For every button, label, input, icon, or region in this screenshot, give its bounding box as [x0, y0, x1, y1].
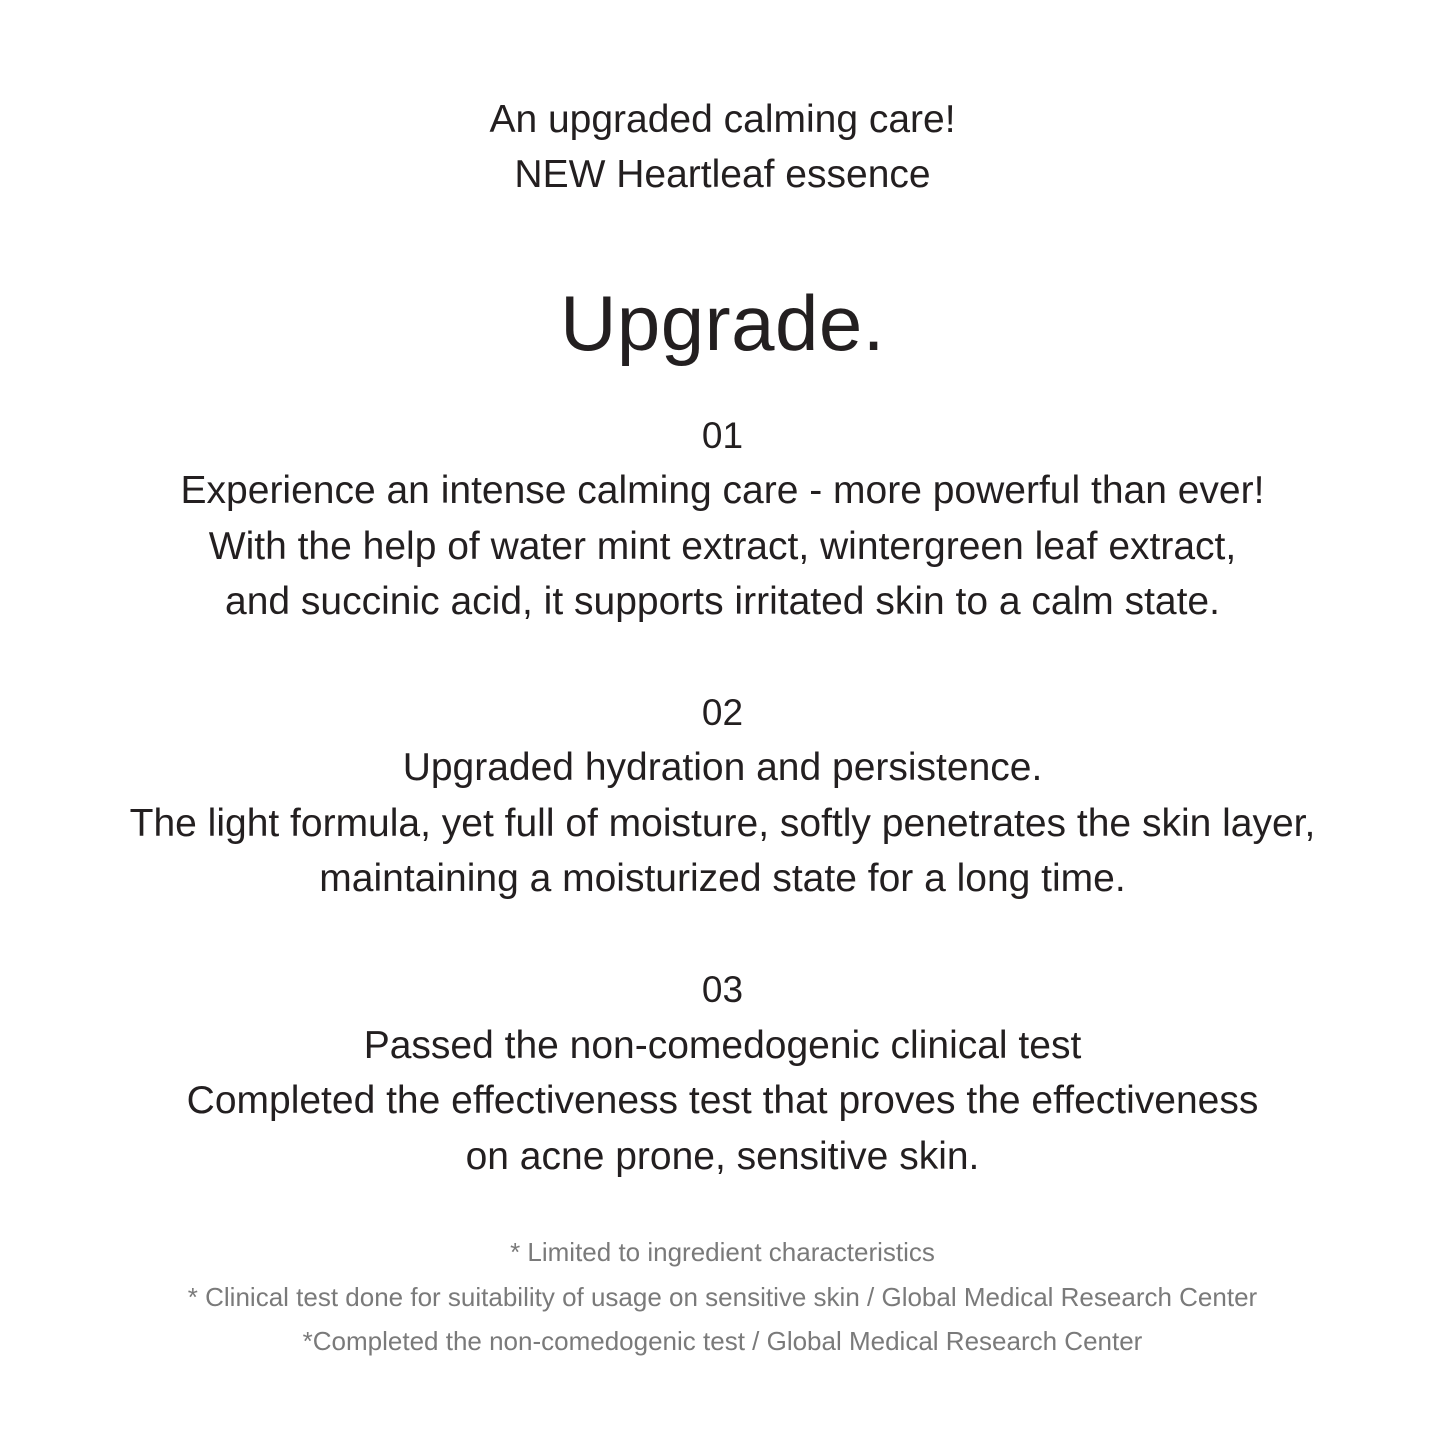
page-headline: Upgrade.: [560, 279, 885, 367]
point-1-line-3: and succinic acid, it supports irritated skin to a calm state.: [225, 580, 1220, 623]
point-3-line-3: on acne prone, sensitive skin.: [465, 1135, 980, 1178]
point-2-line-1: Upgraded hydration and persistence.: [402, 746, 1043, 789]
point-1-line-2: With the help of water mint extract, wintergreen leaf extract,: [208, 525, 1237, 568]
point-1-line-1: Experience an intense calming care - more powerful than ever!: [180, 469, 1265, 512]
footnote-1: * Limited to ingredient characteristics: [510, 1237, 935, 1267]
point-2-line-2: The light formula, yet full of moisture, softly penetrates the skin layer,: [129, 802, 1316, 845]
point-3-line-1: Passed the non-comedogenic clinical test: [363, 1024, 1082, 1067]
footnote-3: *Completed the non-comedogenic test / Global Medical Research Center: [302, 1326, 1143, 1356]
point-2-line-3: maintaining a moisturized state for a long time.: [319, 857, 1126, 900]
point-1-number: 01: [701, 415, 744, 456]
point-3-line-2: Completed the effectiveness test that proves the effectiveness: [186, 1079, 1259, 1122]
intro-line-1: An upgraded calming care!: [489, 98, 956, 141]
point-3-number: 03: [701, 969, 744, 1010]
point-2-number: 02: [701, 692, 744, 733]
intro-line-2: NEW Heartleaf essence: [514, 153, 931, 196]
footnote-2: * Clinical test done for suitability of usage on sensitive skin / Global Medical Research Center: [187, 1282, 1258, 1312]
